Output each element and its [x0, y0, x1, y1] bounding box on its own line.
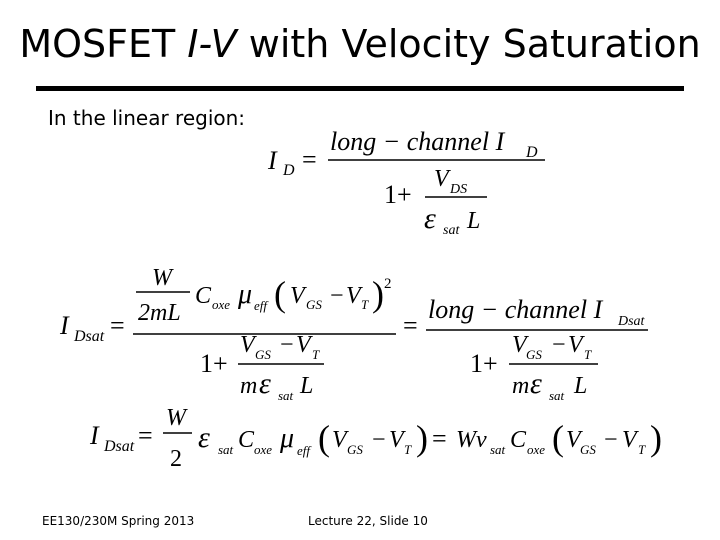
svg-text:T: T [638, 442, 646, 457]
svg-text:μ: μ [238, 279, 253, 310]
svg-text:ε: ε [530, 367, 542, 400]
svg-text:L: L [300, 373, 314, 399]
svg-text:ε: ε [198, 421, 210, 454]
equation-idsat-long-channel [59, 265, 648, 403]
svg-text:1+: 1+ [470, 349, 498, 378]
svg-text:T: T [584, 347, 592, 362]
svg-text:eff: eff [297, 443, 310, 458]
footer-slide-number: Lecture 22, Slide 10 [308, 514, 428, 528]
svg-text:V: V [434, 166, 449, 192]
equation-linear-id [267, 127, 545, 238]
svg-text:=: = [110, 311, 125, 340]
svg-text:sat: sat [549, 388, 565, 403]
svg-text:−: − [372, 427, 386, 453]
svg-text:ε: ε [259, 367, 271, 400]
footer-course: EE130/230M Spring 2013 [42, 514, 195, 528]
svg-text:V: V [290, 283, 305, 309]
svg-text:m: m [240, 373, 258, 399]
svg-text:oxe: oxe [212, 297, 231, 312]
svg-text:T: T [312, 347, 320, 362]
svg-text:eff: eff [254, 298, 267, 313]
svg-text:V: V [389, 427, 404, 453]
svg-text:sat: sat [490, 442, 506, 457]
svg-text:D: D [526, 144, 538, 161]
slide-title: MOSFET I-V with Velocity Saturation [19, 22, 701, 66]
svg-text:): ) [650, 418, 662, 458]
svg-text:T: T [361, 297, 369, 312]
svg-text:V: V [240, 332, 255, 358]
svg-text:Dsat: Dsat [74, 328, 105, 345]
svg-text:W: W [166, 405, 186, 431]
svg-text:): ) [416, 418, 428, 458]
linear-region-label: In the linear region: [48, 106, 246, 130]
svg-text:sat: sat [443, 223, 460, 238]
svg-text:=: = [138, 421, 153, 450]
svg-text:L: L [467, 208, 481, 234]
svg-text:=: = [403, 311, 418, 340]
svg-text:T: T [404, 442, 412, 457]
svg-text:Dsat: Dsat [618, 314, 645, 329]
svg-text:1+: 1+ [384, 180, 412, 209]
svg-text:L: L [574, 373, 588, 399]
svg-text:D: D [283, 162, 295, 179]
svg-text:V: V [346, 283, 361, 309]
svg-text:GS: GS [347, 442, 363, 457]
svg-text:): ) [372, 274, 384, 314]
svg-text:V: V [622, 427, 637, 453]
svg-text:I: I [60, 311, 69, 340]
svg-text:sat: sat [278, 388, 294, 403]
svg-text:2: 2 [170, 446, 182, 472]
svg-text:Dsat: Dsat [104, 438, 135, 455]
svg-text:V: V [568, 332, 583, 358]
svg-text:I: I [90, 421, 99, 450]
svg-text:−: − [552, 332, 566, 358]
svg-text:I: I [268, 146, 277, 175]
svg-text:−: − [280, 332, 294, 358]
svg-text:GS: GS [580, 442, 596, 457]
svg-text:C: C [195, 283, 212, 309]
svg-text:V: V [512, 332, 527, 358]
svg-text:W: W [152, 265, 172, 291]
svg-text:μ: μ [280, 423, 295, 454]
equation-idsat-velocity [89, 405, 662, 472]
svg-text:C: C [510, 427, 527, 453]
svg-text:long − channel I: long − channel I [330, 127, 505, 156]
svg-text:GS: GS [306, 297, 322, 312]
svg-text:V: V [566, 427, 581, 453]
svg-text:oxe: oxe [527, 442, 546, 457]
svg-text:m: m [512, 373, 530, 399]
svg-text:GS: GS [526, 347, 542, 362]
svg-text:=: = [432, 424, 447, 453]
svg-text:1+: 1+ [200, 349, 228, 378]
svg-text:2mL: 2mL [138, 300, 181, 326]
svg-text:oxe: oxe [254, 442, 273, 457]
svg-text:=: = [302, 145, 317, 174]
svg-text:−: − [330, 283, 344, 309]
svg-text:sat: sat [218, 442, 234, 457]
svg-text:(: ( [274, 274, 286, 314]
svg-text:(: ( [552, 418, 564, 458]
svg-text:−: − [604, 427, 618, 453]
svg-text:V: V [332, 427, 347, 453]
svg-text:GS: GS [255, 347, 271, 362]
svg-text:DS: DS [450, 182, 468, 197]
svg-text:(: ( [318, 418, 330, 458]
svg-text:Wv: Wv [456, 427, 487, 453]
svg-text:C: C [238, 427, 255, 453]
svg-text:V: V [296, 332, 311, 358]
svg-text:ε: ε [424, 202, 436, 235]
svg-text:long − channel I: long − channel I [428, 295, 603, 324]
svg-text:2: 2 [384, 276, 392, 292]
